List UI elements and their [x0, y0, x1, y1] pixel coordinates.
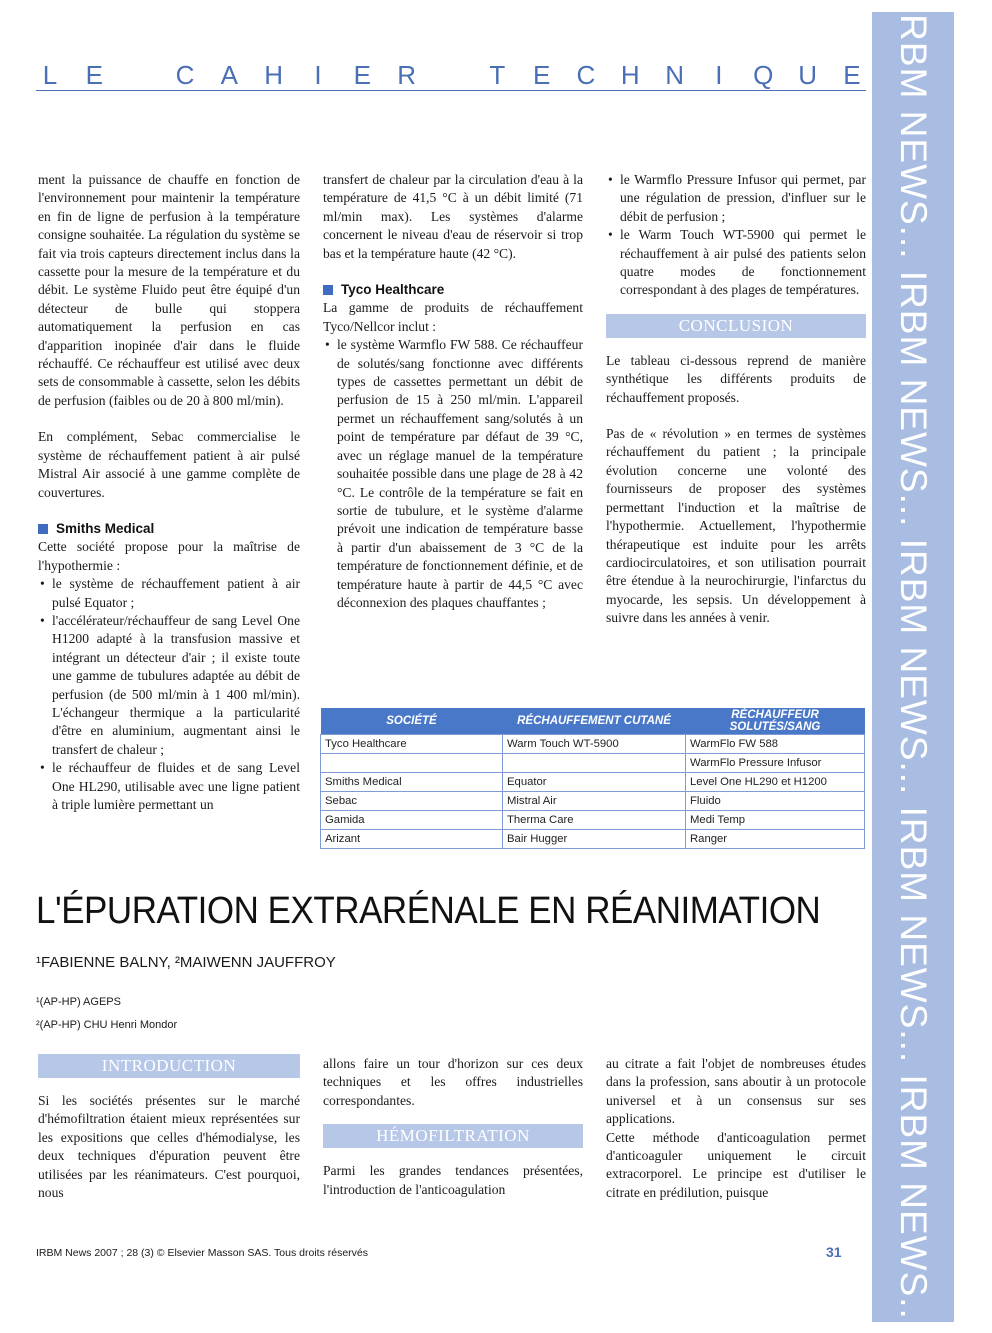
- table-cell: [321, 754, 503, 773]
- paragraph: au citrate a fait l'objet de nombreuses études dans la profession, sans aboutir à un protocole universel et à un consensus sur ses applications.: [606, 1056, 866, 1127]
- header-letter: E: [843, 59, 861, 90]
- paragraph: ment la puissance de chauffe en fonction de l'environnement pour maintenir la température en fin de ligne de perfusion à la température consigne souhaitée. La régulation du système se fait via trois capteurs directement inclus dans la cassette pour la mesure de la température et du débit. Le système Fluido peut être équipé d'un détecteur de bulle qui stoppera automatiquement la perfusion en cas d'apparition inopinée d'air dans le fluide réchauffé. Ce réchauffeur est utilisé avec deux sets de consommable à cassette, selon les débits de perfusion (faibles ou de 20 à 800 ml/min).: [38, 172, 300, 408]
- table-row: [321, 792, 865, 811]
- table-header-row: [321, 708, 865, 735]
- square-bullet-icon: [323, 285, 333, 295]
- introduction-heading: INTRODUCTION: [38, 1054, 300, 1078]
- paragraph: Cette société propose pour la maîtrise de l'hypothermie :: [38, 539, 300, 573]
- affiliation: ²(AP-HP) CHU Henri Mondor: [36, 1019, 178, 1031]
- table-cell: Medi Temp: [686, 811, 865, 830]
- table-row: [321, 773, 865, 792]
- list-item: • le système de réchauffement patient à air pulsé Equator ;: [38, 575, 300, 612]
- hemofiltration-heading: HÉMOFILTRATION: [323, 1124, 583, 1148]
- table-cell: Bair Hugger: [503, 830, 686, 849]
- header-letter: L: [42, 59, 58, 90]
- square-bullet-icon: [38, 524, 48, 534]
- table-row: [321, 830, 865, 849]
- article-title: L'ÉPURATION EXTRARÉNALE EN RÉANIMATION: [36, 890, 821, 932]
- list-item: • le système Warmflo FW 588. Ce réchauffeur de solutés/sang fonctionne avec différents types de cassettes permettant un débit de perfusion de 15 à 250 ml/min. L'appareil permet un réchauffement sang/solutés à un point de température par défaut de 39 °C, avec un réglage manuel de la température souhaitée possible dans une plage de 28 à 42 °C. Le contrôle de la température se fait en sortie de tubulure, et le système d'alarme prévoit une indication de température basse à partir d'un abaissement de 3 °C de la température de fonctionnement définie, et de température haute à partir de 44,5 °C avec déconnexion des plaques chauffantes ;: [323, 336, 583, 612]
- article-column-2: [323, 1055, 583, 1199]
- section-heading-tyco: Tyco Healthcare: [323, 281, 583, 299]
- table-header-cell: RÉCHAUFFEUR SOLUTÉS/SANG: [686, 708, 865, 735]
- table-cell: Smiths Medical: [321, 773, 503, 792]
- header-letter: R: [397, 59, 417, 90]
- table-cell: Level One HL290 et H1200: [686, 773, 865, 792]
- paragraph: allons faire un tour d'horizon sur ces deux techniques et les offres industrielles correspondantes.: [323, 1056, 583, 1108]
- table-row: [321, 754, 865, 773]
- paragraph: Cette méthode d'anticoagulation permet d'anticoaguler uniquement le circuit extracorporel. Le principe est d'utiliser le citrate en prédilution, puisque: [606, 1129, 866, 1200]
- table-header-cell: SOCIÉTÉ: [321, 708, 503, 735]
- table-cell: Therma Care: [503, 811, 686, 830]
- table-row: [321, 811, 865, 830]
- paragraph: Parmi les grandes tendances présentées, l'introduction de l'anticoagulation: [323, 1163, 583, 1197]
- header-letter: E: [353, 59, 371, 90]
- products-table: [320, 708, 865, 849]
- table-cell: Equator: [503, 773, 686, 792]
- list-item: • le réchauffeur de fluides et de sang Level One HL290, utilisable avec une ligne patient à triple lumière permettant un: [38, 759, 300, 814]
- smiths-list: [38, 575, 300, 814]
- article-column-1: [38, 1054, 300, 1202]
- affiliation: ¹(AP-HP) AGEPS: [36, 996, 121, 1008]
- article-authors: ¹FABIENNE BALNY, ²MAIWENN JAUFFROY: [36, 954, 336, 971]
- header-letter: C: [175, 59, 195, 90]
- section-heading-smiths: Smiths Medical: [38, 520, 300, 538]
- section-header: [36, 60, 866, 91]
- paragraph: La gamme de produits de réchauffement Tyco/Nellcor inclut :: [323, 300, 583, 334]
- table-cell: Mistral Air: [503, 792, 686, 811]
- paragraph: transfert de chaleur par la circulation d'eau à la température de 41,5 °C à un débit limité (71 ml/min max). Les systèmes d'alarme concernent le niveau d'eau de réservoir si trop bas et la température haute (42 °C).: [323, 172, 583, 261]
- paragraph: Le tableau ci-dessous reprend de manière synthétique les différents produits de réchauffement proposés.: [606, 352, 866, 405]
- list-item: • le Warmflo Pressure Infusor qui permet, par une régulation de pression, d'influer sur le débit de perfusion ;: [606, 171, 866, 226]
- table-header-cell: RÉCHAUFFEMENT CUTANÉ: [503, 708, 686, 735]
- list-item: • le Warm Touch WT-5900 qui permet le réchauffement à air pulsé des patients selon quatre modes de fonctionnement correspondant à des plages de températures.: [606, 226, 866, 300]
- table-cell: Tyco Healthcare: [321, 735, 503, 754]
- header-letter: I: [715, 59, 723, 90]
- header-letter: E: [85, 59, 103, 90]
- header-letter: H: [620, 59, 640, 90]
- table-cell: Sebac: [321, 792, 503, 811]
- header-letter: A: [220, 59, 238, 90]
- header-letter: H: [264, 59, 284, 90]
- sidebar-text: IRBM NEWS... IRBM NEWS... IRBM NEWS... IRBM NEWS... IRBM NEWS...: [893, 2, 934, 1332]
- news-sidebar: [872, 2, 954, 1332]
- header-letter: U: [798, 59, 817, 90]
- header-letter: N: [665, 59, 684, 90]
- header-letter: E: [532, 59, 551, 90]
- header-letter: C: [576, 59, 596, 90]
- header-letter: Q: [753, 59, 774, 90]
- column-2: [323, 171, 583, 612]
- table-cell: Arizant: [321, 830, 503, 849]
- page-number: 31: [826, 1244, 842, 1260]
- conclusion-heading: CONCLUSION: [606, 314, 866, 338]
- list-item: • l'accélérateur/réchauffeur de sang Level One H1200 adapté à la transfusion massive et intégrant un détecteur d'air ; il existe toute une gamme de tubulures adaptée au débit de perfusion (de 500 ml/min à 1 400 ml/min). L'échangeur thermique a la particularité d'être en aluminium, augmentant ainsi le transfert de chaleur ;: [38, 612, 300, 759]
- paragraph: Si les sociétés présentes sur le marché d'hémofiltration étaient mieux représentées sur les expositions que celles d'hémodialyse, les deux techniques d'épuration peuvent être utilisées par les réanimateurs. C'est pourquoi, nous: [38, 1093, 300, 1201]
- table-cell: WarmFlo FW 588: [686, 735, 865, 754]
- table-row: [321, 735, 865, 754]
- paragraph: En complément, Sebac commercialise le système de réchauffement patient à air pulsé Mistral Air associé à une gamme complète de couvertures.: [38, 429, 300, 500]
- table-cell: WarmFlo Pressure Infusor: [686, 754, 865, 773]
- tyco-list-continued: [606, 171, 866, 300]
- table-cell: Ranger: [686, 830, 865, 849]
- table-cell: Fluido: [686, 792, 865, 811]
- paragraph: Pas de « révolution » en termes de systèmes réchauffement du patient ; la principale évolution concerne une volonté des fournisseurs de proposer des systèmes permettant l'induction et la maîtrise de l'hypothermie. Actuellement, l'hypothermie thérapeutique est induite pour les arrêts cardiocirculatoires, et son utilisation pourrait être étendue à la neurochirurgie, l'infarctus du myocarde, les sepsis. Un développement à suivre dans les années à venir.: [606, 426, 866, 626]
- table-cell: Gamida: [321, 811, 503, 830]
- column-1: [38, 171, 300, 814]
- footer-citation: IRBM News 2007 ; 28 (3) © Elsevier Masson SAS. Tous droits réservés: [36, 1247, 369, 1259]
- table-cell: [503, 754, 686, 773]
- column-3: [606, 171, 866, 628]
- header-letter: T: [489, 59, 506, 90]
- tyco-list: [323, 336, 583, 612]
- table-cell: Warm Touch WT-5900: [503, 735, 686, 754]
- header-letter: I: [314, 59, 322, 90]
- article-column-3: [606, 1055, 866, 1202]
